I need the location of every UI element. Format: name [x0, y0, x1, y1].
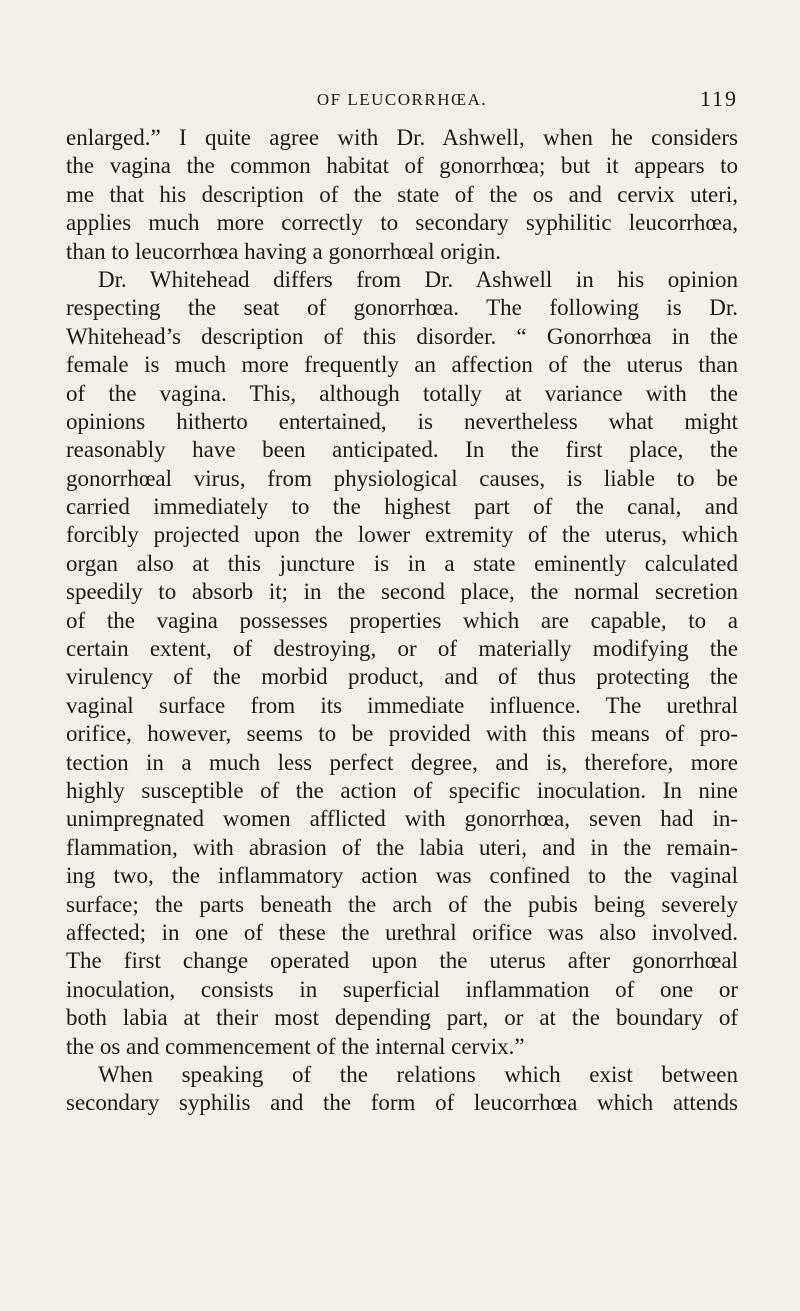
text-line: the os and commencement of the internal cervix.”	[66, 1033, 525, 1059]
text-line: inoculation, consists in superficial inflammation of one or	[66, 976, 738, 1002]
text-line: reasonably have been anticipated. In the first place, the	[66, 437, 738, 463]
text-line: enlarged.” I quite agree with Dr. Ashwell, when he considers	[66, 125, 738, 150]
text-line: tection in a much less perfect degree, and is, therefore, more	[66, 749, 738, 775]
text-line: flammation, with abrasion of the labia uteri, and in the remain-	[66, 834, 738, 860]
text-line: The first change operated upon the uterus after gonorrhœal	[66, 948, 738, 974]
text-line: the vagina the common habitat of gonorrhœa; but it appears to	[66, 153, 738, 179]
text-line: carried immediately to the highest part of the canal, and	[66, 494, 738, 520]
text-line: organ also at this juncture is in a state eminently calculated	[66, 550, 738, 576]
text-line: surface; the parts beneath the arch of the pubis being severely	[66, 891, 738, 917]
text-line: applies much more correctly to secondary syphilitic leucorrhœa,	[66, 210, 738, 236]
text-line: orifice, however, seems to be provided with this means of pro-	[66, 721, 738, 747]
page-number: 119	[699, 86, 738, 111]
text-line: forcibly projected upon the lower extremity of the uterus, which	[66, 522, 738, 548]
text-line: affected; in one of these the urethral orifice was also involved.	[66, 919, 738, 945]
text-line: vaginal surface from its immediate influence. The urethral	[66, 692, 738, 718]
text-line: When speaking of the relations which exist between	[98, 1061, 738, 1087]
text-line: of the vagina possesses properties which are capable, to a	[66, 607, 738, 633]
text-line: ing two, the inflammatory action was confined to the vaginal	[66, 863, 738, 889]
text-line: speedily to absorb it; in the second place, the normal secretion	[66, 579, 738, 605]
running-title: OF LEUCORRHŒA.	[316, 90, 488, 109]
text-line: secondary syphilis and the form of leucorrhœa which attends	[66, 1090, 738, 1116]
text-line: me that his description of the state of the os and cervix uteri,	[66, 181, 738, 207]
text-line: respecting the seat of gonorrhœa. The following is Dr.	[66, 295, 738, 321]
text-line: Whitehead’s description of this disorder. “ Gonorrhœa in the	[66, 323, 738, 349]
body-text	[66, 124, 738, 1118]
text-line: highly susceptible of the action of specific inoculation. In nine	[66, 777, 738, 803]
text-line: opinions hitherto entertained, is nevertheless what might	[66, 408, 738, 434]
text-line: female is much more frequently an affection of the uterus than	[66, 352, 738, 378]
running-head	[66, 86, 738, 116]
text-line: gonorrhœal virus, from physiological causes, is liable to be	[66, 465, 738, 491]
text-line: of the vagina. This, although totally at variance with the	[66, 380, 738, 406]
text-line: virulency of the morbid product, and of thus protecting the	[66, 664, 738, 690]
text-line: Dr. Whitehead differs from Dr. Ashwell in his opinion	[98, 266, 738, 292]
text-line: certain extent, of destroying, or of materially modifying the	[66, 636, 738, 662]
text-line: than to leucorrhœa having a gonorrhœal origin.	[66, 238, 501, 264]
text-line: both labia at their most depending part, or at the boundary of	[66, 1005, 738, 1031]
text-line: unimpregnated women afflicted with gonorrhœa, seven had in-	[66, 806, 738, 832]
